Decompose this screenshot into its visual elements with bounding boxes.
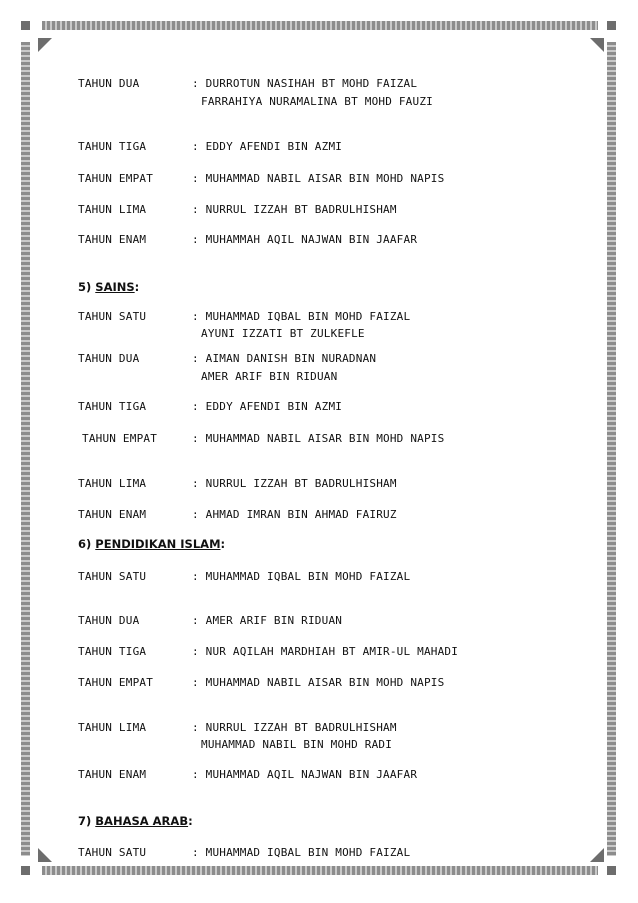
page-border-bottom xyxy=(42,866,598,875)
row-label: TAHUN TIGA xyxy=(78,645,147,658)
row-value: : MUHAMMAH AQIL NAJWAN BIN JAAFAR xyxy=(192,233,418,246)
row-label: TAHUN TIGA xyxy=(78,400,147,413)
row-label: TAHUN EMPAT xyxy=(82,432,158,445)
row-value: : MUHAMMAD IQBAL BIN MOHD FAIZAL xyxy=(192,310,411,323)
row-value: : NURRUL IZZAH BT BADRULHISHAM xyxy=(192,477,397,490)
row-label: TAHUN LIMA xyxy=(78,477,147,490)
border-corner xyxy=(21,866,30,875)
row-value: : MUHAMMAD IQBAL BIN MOHD FAIZAL xyxy=(192,846,411,859)
row-value: : AHMAD IMRAN BIN AHMAD FAIRUZ xyxy=(192,508,397,521)
border-corner xyxy=(21,21,30,30)
row-value: : DURROTUN NASIHAH BT MOHD FAIZAL xyxy=(192,77,418,90)
corner-ornament xyxy=(590,848,604,862)
row-label: TAHUN LIMA xyxy=(78,203,147,216)
row-value: : NURRUL IZZAH BT BADRULHISHAM xyxy=(192,721,397,734)
row-label: TAHUN EMPAT xyxy=(78,172,154,185)
row-label: TAHUN SATU xyxy=(78,846,147,859)
page-border-right xyxy=(607,42,616,856)
row-value: : NUR AQILAH MARDHIAH BT AMIR-UL MAHADI xyxy=(192,645,459,658)
row-value: : EDDY AFENDI BIN AZMI xyxy=(192,140,343,153)
row-label: TAHUN ENAM xyxy=(78,233,147,246)
corner-ornament xyxy=(38,38,52,52)
row-label: TAHUN DUA xyxy=(78,614,140,627)
corner-ornament xyxy=(590,38,604,52)
row-value: : MUHAMMAD IQBAL BIN MOHD FAIZAL xyxy=(192,570,411,583)
border-corner xyxy=(607,21,616,30)
page-border-left xyxy=(21,42,30,856)
row-label: TAHUN EMPAT xyxy=(78,676,154,689)
row-value: : MUHAMMAD NABIL AISAR BIN MOHD NAPIS xyxy=(192,172,445,185)
row-value: : MUHAMMAD NABIL AISAR BIN MOHD NAPIS xyxy=(192,432,445,445)
row-value: : MUHAMMAD NABIL AISAR BIN MOHD NAPIS xyxy=(192,676,445,689)
row-label: TAHUN DUA xyxy=(78,77,140,90)
section-heading-pendidikan-islam: 6) PENDIDIKAN ISLAM: xyxy=(78,537,226,551)
row-value: : MUHAMMAD AQIL NAJWAN BIN JAAFAR xyxy=(192,768,418,781)
row-value: : AMER ARIF BIN RIDUAN xyxy=(192,614,343,627)
corner-ornament xyxy=(38,848,52,862)
row-value: MUHAMMAD NABIL BIN MOHD RADI xyxy=(201,738,393,751)
row-value: AMER ARIF BIN RIDUAN xyxy=(201,370,338,383)
row-label: TAHUN SATU xyxy=(78,570,147,583)
row-label: TAHUN DUA xyxy=(78,352,140,365)
row-value: FARRAHIYA NURAMALINA BT MOHD FAUZI xyxy=(201,95,433,108)
row-value: : AIMAN DANISH BIN NURADNAN xyxy=(192,352,377,365)
row-value: AYUNI IZZATI BT ZULKEFLE xyxy=(201,327,365,340)
row-label: TAHUN ENAM xyxy=(78,768,147,781)
section-heading-sains: 5) SAINS: xyxy=(78,280,140,294)
row-value: : EDDY AFENDI BIN AZMI xyxy=(192,400,343,413)
row-label: TAHUN LIMA xyxy=(78,721,147,734)
row-label: TAHUN SATU xyxy=(78,310,147,323)
row-label: TAHUN ENAM xyxy=(78,508,147,521)
section-heading-bahasa-arab: 7) BAHASA ARAB: xyxy=(78,814,193,828)
row-value: : NURRUL IZZAH BT BADRULHISHAM xyxy=(192,203,397,216)
page-border-top xyxy=(42,21,598,30)
border-corner xyxy=(607,866,616,875)
row-label: TAHUN TIGA xyxy=(78,140,147,153)
